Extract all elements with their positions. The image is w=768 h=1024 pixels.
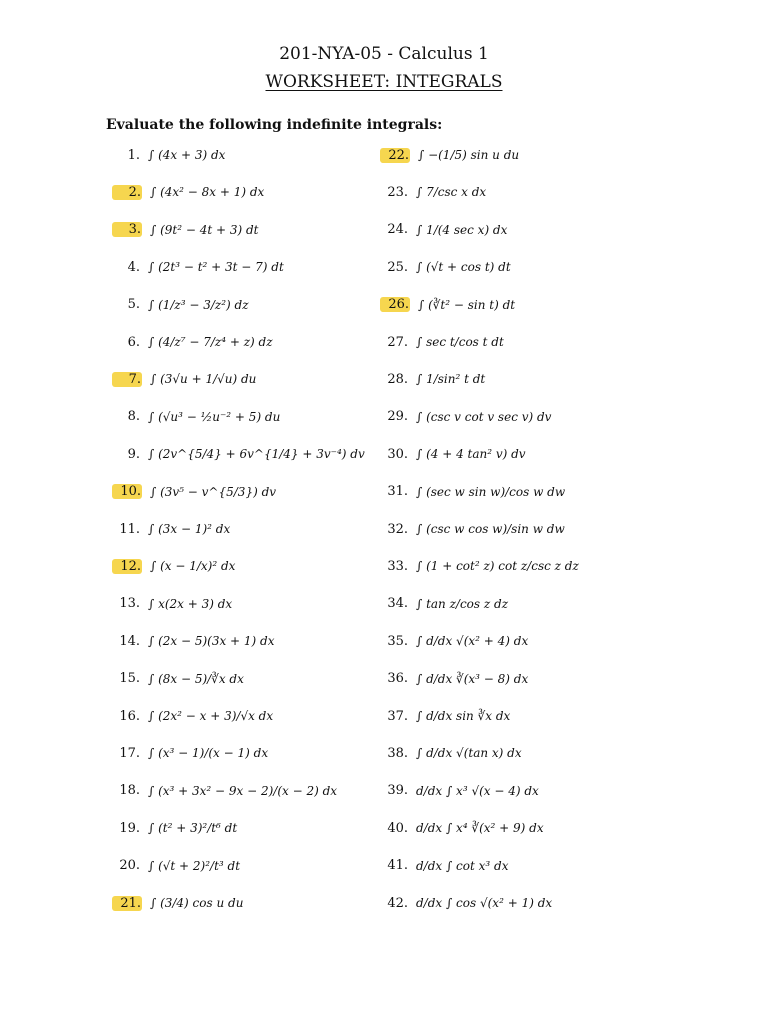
problem-expression: ∫ d/dx sin ∛x dx xyxy=(416,709,511,723)
problem-number: 12. xyxy=(112,559,142,574)
problem-item xyxy=(380,660,680,698)
problem-number: 22. xyxy=(380,148,410,163)
problem-item xyxy=(380,398,680,436)
problem-expression: ∫ 1/sin² t dt xyxy=(416,372,486,387)
problem-item xyxy=(112,136,380,174)
problem-expression: ∫ (csc w cos w)/sin w dw xyxy=(416,522,565,536)
problem-expression: ∫ −(1/5) sin u du xyxy=(418,148,520,162)
problem-number: 40. xyxy=(387,820,408,836)
problem-number: 25. xyxy=(387,259,408,275)
problem-number: 11. xyxy=(119,521,140,537)
problem-expression: ∫ (x³ + 3x² − 9x − 2)/(x − 2) dx xyxy=(148,783,338,798)
problem-item xyxy=(380,884,680,922)
problem-number: 3. xyxy=(112,222,142,237)
problem-number: 34. xyxy=(387,596,408,612)
problem-item xyxy=(380,772,680,810)
worksheet-title-text: WORKSHEET: INTEGRALS xyxy=(265,72,503,92)
problem-number: 38. xyxy=(387,745,408,761)
problem-number: 19. xyxy=(119,820,140,836)
problem-expression: ∫ (x³ − 1)/(x − 1) dx xyxy=(148,746,269,761)
problem-number: 1. xyxy=(127,147,140,163)
problem-expression: ∫ (2t³ − t² + 3t − 7) dt xyxy=(148,260,284,275)
problem-item xyxy=(380,585,680,623)
problem-item xyxy=(380,510,680,548)
problem-number: 41. xyxy=(387,858,408,874)
problem-item xyxy=(112,547,380,585)
problem-item xyxy=(380,697,680,735)
problem-item xyxy=(380,173,680,211)
problem-item xyxy=(112,734,380,772)
problem-number: 5. xyxy=(127,297,140,313)
problem-expression: d/dx ∫ cot x³ dx xyxy=(416,858,509,873)
problem-number: 7. xyxy=(112,372,142,387)
problem-item xyxy=(112,660,380,698)
problem-expression: ∫ (2v^{5/4} + 6v^{1/4} + 3v⁻⁴) dv xyxy=(148,447,365,462)
problem-number: 33. xyxy=(387,558,408,574)
problem-item xyxy=(380,286,680,324)
problem-expression: ∫ (t² + 3)²/t⁶ dt xyxy=(148,821,238,836)
problem-item xyxy=(380,847,680,885)
problem-item xyxy=(112,286,380,324)
problem-expression: ∫ (1/z³ − 3/z²) dz xyxy=(148,297,249,312)
problem-number: 14. xyxy=(119,633,140,649)
problem-expression: ∫ (∛t² − sin t) dt xyxy=(418,297,516,312)
problem-expression: ∫ 1/(4 sec x) dx xyxy=(416,222,508,237)
problem-expression: ∫ (3x − 1)² dx xyxy=(148,522,231,536)
problem-expression: ∫ (√u³ − ½u⁻² + 5) du xyxy=(148,409,281,424)
problem-item xyxy=(380,734,680,772)
instructions: Evaluate the following indefinite integrals: xyxy=(106,117,443,133)
problem-item xyxy=(380,547,680,585)
problem-number: 6. xyxy=(127,334,140,350)
problem-expression: ∫ (√t + 2)²/t³ dt xyxy=(148,858,241,873)
problem-item xyxy=(112,697,380,735)
problem-expression: ∫ (1 + cot² z) cot z/csc z dz xyxy=(416,559,579,574)
problem-expression: ∫ x(2x + 3) dx xyxy=(148,596,233,611)
problem-item xyxy=(380,809,680,847)
problem-number: 31. xyxy=(387,484,408,500)
problem-number: 17. xyxy=(119,745,140,761)
problem-item xyxy=(112,772,380,810)
problem-item xyxy=(112,585,380,623)
problem-expression: ∫ (4x² − 8x + 1) dx xyxy=(150,185,265,200)
problem-number: 18. xyxy=(119,783,140,799)
problem-expression: ∫ (4/z⁷ − 7/z⁴ + z) dz xyxy=(148,335,273,349)
problem-expression: ∫ (4 + 4 tan² v) dv xyxy=(416,447,526,462)
problem-item xyxy=(112,622,380,660)
problem-number: 16. xyxy=(119,708,140,724)
problem-expression: ∫ (sec w sin w)/cos w dw xyxy=(416,484,566,499)
problem-item xyxy=(112,435,380,473)
problem-expression: d/dx ∫ x⁴ ∛(x² + 9) dx xyxy=(416,821,544,836)
problem-item xyxy=(112,323,380,361)
problem-item xyxy=(112,173,380,211)
problem-expression: ∫ (3/4) cos u du xyxy=(150,896,244,910)
problem-number: 35. xyxy=(387,633,408,649)
problem-item xyxy=(112,809,380,847)
problem-expression: ∫ (√t + cos t) dt xyxy=(416,260,511,275)
problem-expression: ∫ (8x − 5)/∛x dx xyxy=(148,671,244,686)
problem-item xyxy=(112,398,380,436)
problem-number: 23. xyxy=(387,184,408,200)
problem-item xyxy=(380,435,680,473)
problem-number: 27. xyxy=(387,334,408,350)
problem-item xyxy=(112,884,380,922)
problem-item xyxy=(380,136,680,174)
problem-expression: ∫ tan z/cos z dz xyxy=(416,596,509,611)
problem-expression: ∫ 7/csc x dx xyxy=(416,185,487,200)
problem-number: 10. xyxy=(112,484,142,499)
problem-number: 32. xyxy=(387,521,408,537)
problem-item xyxy=(112,211,380,249)
problem-number: 28. xyxy=(387,371,408,387)
problem-item xyxy=(380,248,680,286)
problem-number: 37. xyxy=(387,708,408,724)
problem-item xyxy=(380,360,680,398)
problem-item xyxy=(380,211,680,249)
problem-expression: ∫ (4x + 3) dx xyxy=(148,148,226,162)
problem-expression: d/dx ∫ x³ √(x − 4) dx xyxy=(416,783,539,798)
problem-number: 36. xyxy=(387,671,408,687)
problem-number: 30. xyxy=(387,446,408,462)
problem-number: 2. xyxy=(112,185,142,200)
problem-expression: ∫ (x − 1/x)² dx xyxy=(150,559,236,574)
course-title: 201-NYA-05 - Calculus 1 xyxy=(279,44,489,64)
problem-number: 21. xyxy=(112,896,142,911)
problem-expression: ∫ (csc v cot v sec v) dv xyxy=(416,409,552,424)
problem-expression: ∫ d/dx √(tan x) dx xyxy=(416,746,522,761)
problem-number: 15. xyxy=(119,671,140,687)
problem-number: 20. xyxy=(119,858,140,874)
problem-item xyxy=(112,360,380,398)
problem-expression: ∫ (3v⁵ − v^{5/3}) dv xyxy=(150,484,277,499)
problem-item xyxy=(112,248,380,286)
problem-number: 9. xyxy=(127,446,140,462)
problem-number: 8. xyxy=(127,409,140,425)
problem-expression: ∫ d/dx ∛(x³ − 8) dx xyxy=(416,671,529,686)
problem-number: 26. xyxy=(380,297,410,312)
problem-item xyxy=(380,473,680,511)
problem-number: 13. xyxy=(119,596,140,612)
problem-expression: ∫ (2x² − x + 3)/√x dx xyxy=(148,709,274,723)
problem-expression: ∫ d/dx √(x² + 4) dx xyxy=(416,634,529,649)
problem-item xyxy=(112,510,380,548)
problem-number: 42. xyxy=(387,895,408,911)
problem-number: 29. xyxy=(387,409,408,425)
problem-item xyxy=(112,473,380,511)
problem-number: 39. xyxy=(387,783,408,799)
problem-expression: ∫ (9t² − 4t + 3) dt xyxy=(150,222,259,237)
problem-item xyxy=(112,847,380,885)
problem-expression: ∫ (3√u + 1/√u) du xyxy=(150,372,257,387)
problem-number: 4. xyxy=(127,259,140,275)
problem-item xyxy=(380,323,680,361)
problem-expression: ∫ sec t/cos t dt xyxy=(416,335,504,349)
problem-expression: ∫ (2x − 5)(3x + 1) dx xyxy=(148,634,275,649)
problem-item xyxy=(380,622,680,660)
worksheet-title xyxy=(0,72,768,92)
problem-expression: d/dx ∫ cos √(x² + 1) dx xyxy=(416,896,553,910)
problem-number: 24. xyxy=(387,222,408,238)
